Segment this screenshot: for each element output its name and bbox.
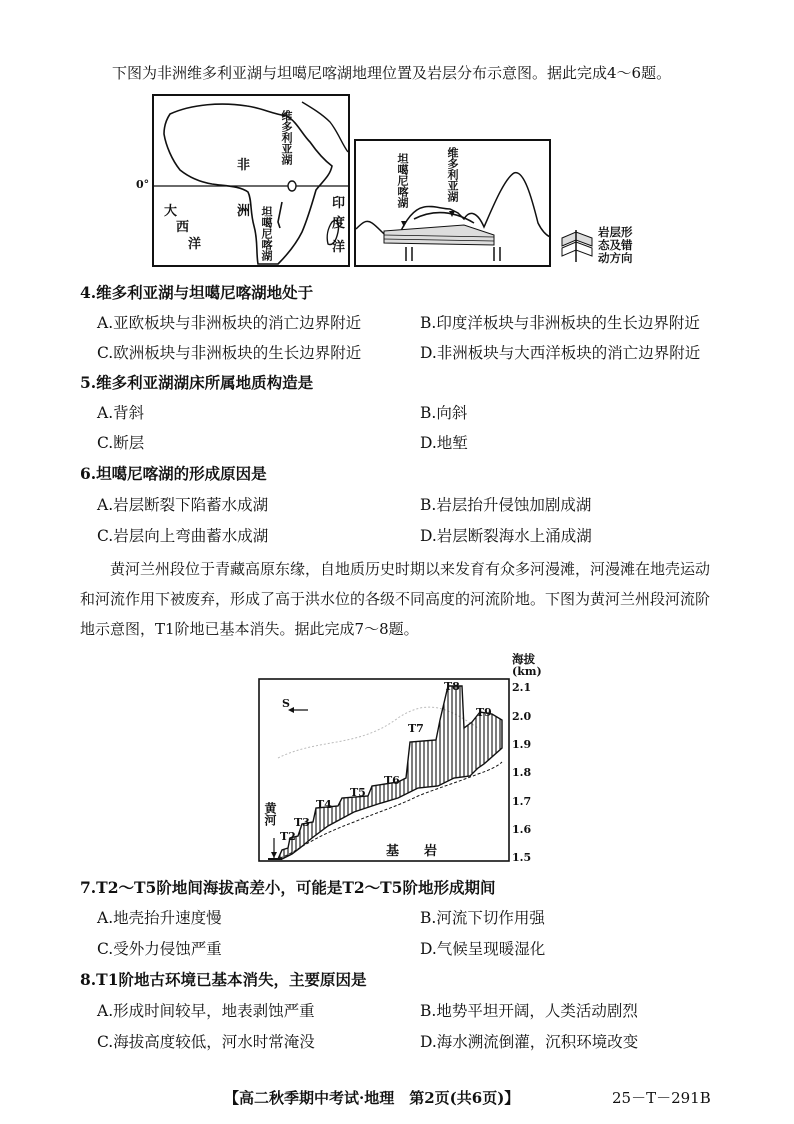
label-equator: 0° [136,178,150,191]
q4-option-c[interactable]: C.欧洲板块与非洲板块的生长边界附近 [97,344,362,362]
terrace-t6: T6 [384,774,400,787]
axis-title-unit: (km) [512,665,542,678]
label-zhou: 洲 [237,204,251,219]
terrace-t4: T4 [316,798,332,811]
y-tick-1-5: 1.5 [512,851,532,864]
q4-option-a[interactable]: A.亚欧板块与非洲板块的消亡边界附近 [97,314,362,332]
label-indian-1: 印 [332,196,346,211]
question-4-stem: 4.维多利亚湖与坦噶尼喀湖地处于 [80,283,314,302]
q8-option-d[interactable]: D.海水溯流倒灌，沉积环境改变 [420,1033,639,1051]
axis-title-elevation: 海拔 [512,652,535,666]
label-atlantic-1: 大 [164,204,178,219]
q8-option-c[interactable]: C.海拔高度较低，河水时常淹没 [97,1033,315,1051]
q5-option-d[interactable]: D.地堑 [420,434,468,452]
q5-option-b[interactable]: B.向斜 [420,404,468,422]
y-tick-1-6: 1.6 [512,823,532,836]
bedrock-label-1: 基 [386,844,400,859]
section-label-victoria: 维多利亚湖 [446,147,459,202]
question-6-stem: 6.坦噶尼喀湖的形成原因是 [80,464,267,483]
q8-option-a[interactable]: A.形成时间较早，地表剥蚀严重 [97,1002,315,1020]
terrace-t3: T3 [294,816,310,829]
y-tick-1-9: 1.9 [512,738,532,751]
q4-option-d[interactable]: D.非洲板块与大西洋板块的消亡边界附近 [420,344,701,362]
terrace-diagram [258,678,510,862]
legend-symbol [560,228,594,264]
bedrock-label-2: 岩 [424,844,438,859]
q7-option-d[interactable]: D.气候呈现暖湿化 [420,940,546,958]
question-8-stem: 8.T1阶地古环境已基本消失，主要原因是 [80,970,367,989]
label-fei: 非 [237,158,251,173]
label-tanganyika-lake: 坦噶尼喀湖 [260,206,273,261]
q5-option-c[interactable]: C.断层 [97,434,145,452]
q6-option-d[interactable]: D.岩层断裂海水上涌成湖 [420,527,592,545]
y-tick-2-0: 2.0 [512,710,532,723]
intro-paragraph-1: 下图为非洲维多利亚湖与坦噶尼喀湖地理位置及岩层分布示意图。据此完成4～6题。 [112,64,672,82]
label-atlantic-2: 西 [176,220,190,235]
label-indian-2: 度 [332,216,346,231]
intro-paragraph-2: 黄河兰州段位于青藏高原东缘，自地质历史时期以来发育有众多河漫滩，河漫滩在地壳运动和河流作用下被废弃，形成了高于洪水位的各级不同高度的河流阶地。下图为黄河兰州段河流阶地示意图，T1阶地已基本消失。据此完成7～8题。 [80,560,711,638]
africa-map-drawing [152,94,350,267]
direction-label: S [282,697,290,710]
terrace-t8: T8 [444,680,460,693]
q6-option-c[interactable]: C.岩层向上弯曲蓄水成湖 [97,527,269,545]
river-label: 黄河 [263,802,277,826]
label-victoria-lake: 维多利亚湖 [280,110,293,165]
terrace-t2: T2 [280,830,296,843]
terrace-t5: T5 [350,786,366,799]
question-5-stem: 5.维多利亚湖湖床所属地质构造是 [80,373,314,392]
q6-option-a[interactable]: A.岩层断裂下陷蓄水成湖 [97,496,269,514]
question-7-stem: 7.T2～T5阶地间海拔高差小，可能是T2～T5阶地形成期间 [80,878,496,897]
footer-title: 【高二秋季期中考试·地理 第2页(共6页)】 [224,1089,520,1107]
q6-option-b[interactable]: B.岩层抬升侵蚀加剧成湖 [420,496,592,514]
y-tick-1-7: 1.7 [512,795,532,808]
terrace-t7: T7 [408,722,424,735]
q7-option-a[interactable]: A.地壳抬升速度慢 [97,909,222,927]
y-tick-1-8: 1.8 [512,766,532,779]
q5-option-a[interactable]: A.背斜 [97,404,145,422]
label-atlantic-3: 洋 [188,237,202,252]
q8-option-b[interactable]: B.地势平坦开阔，人类活动剧烈 [420,1002,638,1020]
y-tick-2-1: 2.1 [512,681,532,694]
section-label-tanganyika: 坦噶尼喀湖 [396,153,409,208]
label-indian-3: 洋 [332,240,346,255]
q4-option-b[interactable]: B.印度洋板块与非洲板块的生长边界附近 [420,314,700,332]
cross-section [354,139,551,267]
terrace-t9: T9 [476,706,492,719]
q7-option-c[interactable]: C.受外力侵蚀严重 [97,940,222,958]
africa-map [152,94,350,267]
legend-text: 岩层形态及错动方向 [598,225,633,265]
q7-option-b[interactable]: B.河流下切作用强 [420,909,545,927]
footer-code: 25－T－291B [612,1089,711,1107]
